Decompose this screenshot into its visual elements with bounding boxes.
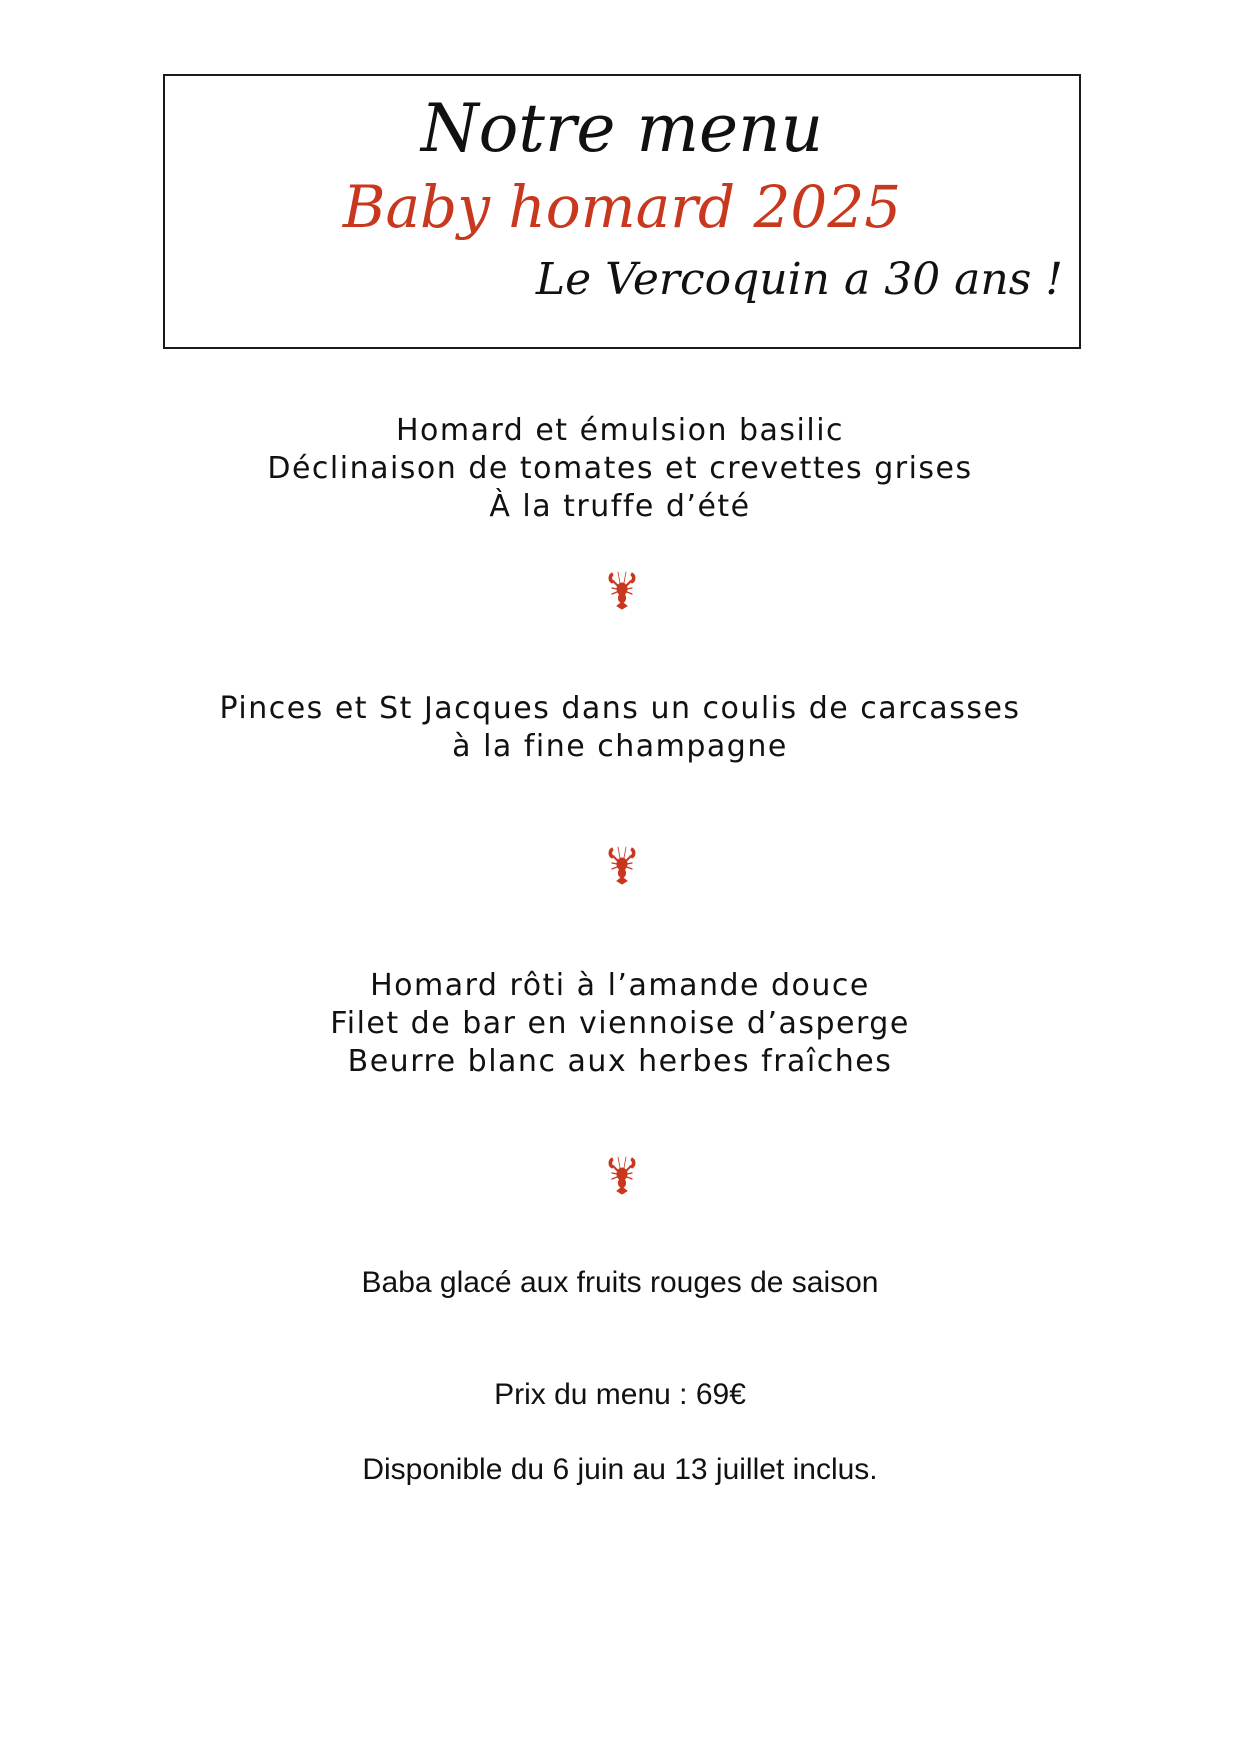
course-3-line-3: Beurre blanc aux herbes fraîches [347,1044,893,1079]
lobster-icon [604,844,640,886]
course-3-line-1: Homard rôti à l’amande douce [370,968,870,1003]
menu-availability: Disponible du 6 juin au 13 juillet inclus. [362,1453,878,1486]
course-1 [0,412,1240,526]
menu-subtitle: Baby homard 2025 [342,173,902,241]
lobster-icon [604,569,640,611]
course-3-line-2: Filet de bar en viennoise d’asperge [330,1006,910,1041]
menu-tagline: Le Vercoquin a 30 ans ! [535,254,1063,305]
course-4 [0,1264,1240,1302]
menu-title: Notre menu [420,90,824,167]
course-1-line-2: Déclinaison de tomates et crevettes grises [267,451,973,486]
course-1-line-1: Homard et émulsion basilic [395,413,845,448]
course-2-line-2: à la fine champagne [452,729,788,764]
course-3 [0,967,1240,1081]
course-2-line-1: Pinces et St Jacques dans un coulis de carcasses [219,691,1021,726]
lobster-icon [604,1154,640,1196]
course-1-line-3: À la truffe d’été [489,489,751,524]
course-2 [0,690,1240,766]
course-4-line-1: Baba glacé aux fruits rouges de saison [361,1266,879,1299]
menu-header-box [163,74,1081,349]
menu-price: Prix du menu : 69€ [494,1378,746,1411]
